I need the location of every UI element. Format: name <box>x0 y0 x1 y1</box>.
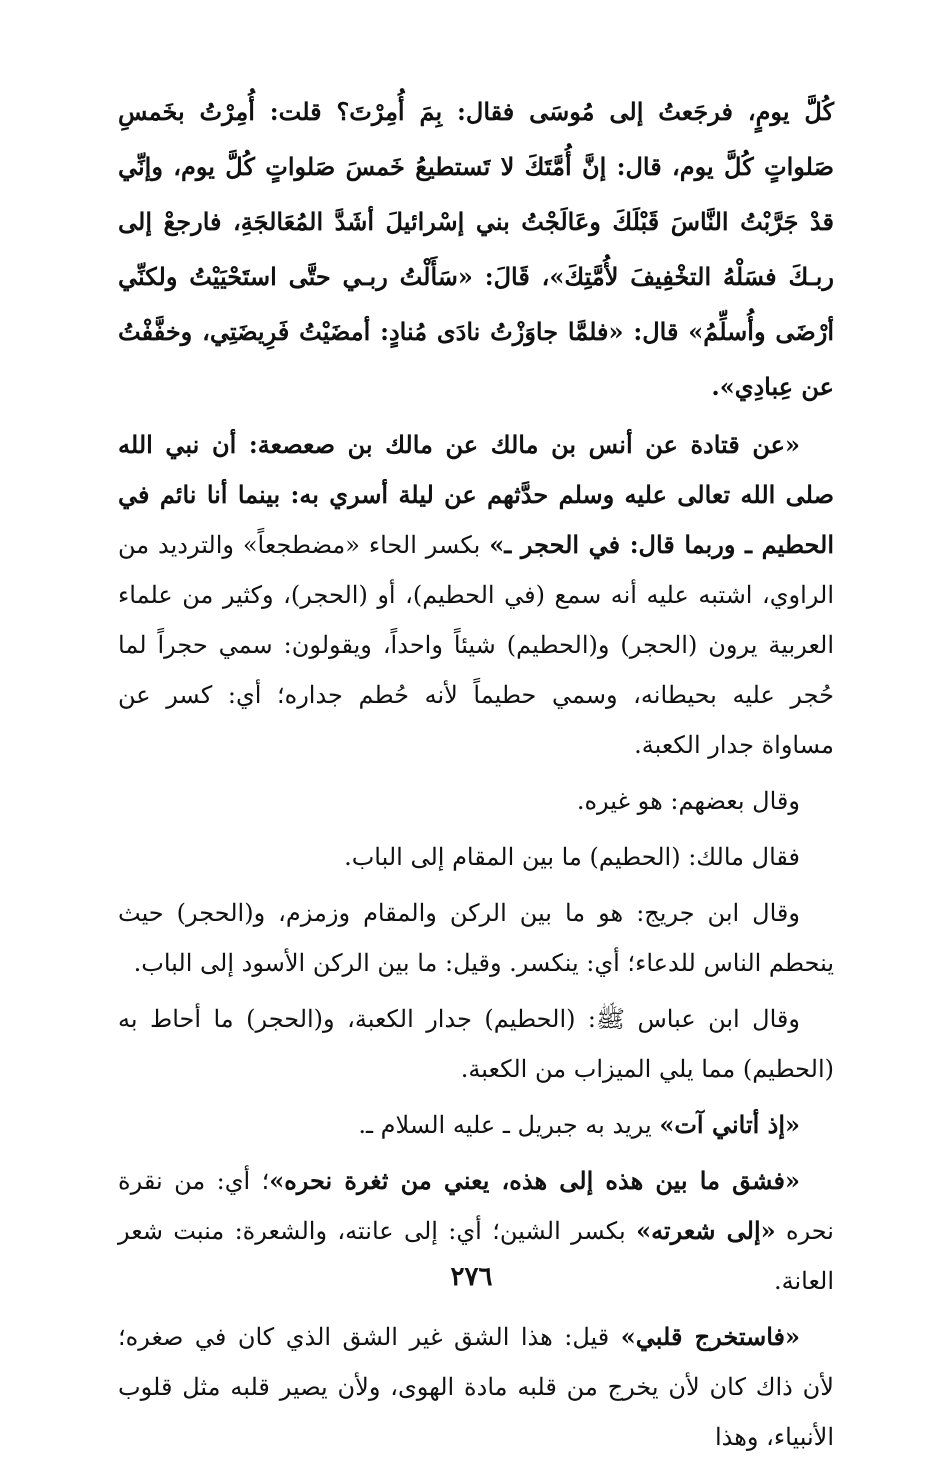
commentary-paragraph <box>118 776 834 826</box>
page-number: ٢٧٦ <box>450 1262 493 1292</box>
commentary-paragraph <box>118 888 834 988</box>
commentary-text: يريد به جبريل ـ عليه السلام ـ. <box>358 1111 660 1139</box>
commentary-text: وقال ابن جريج: هو ما بين الركن والمقام وزمزم، و(الحجر) حيث ينحطم الناس للدعاء؛ أي: ينكسر. وقيل: ما بين الركن الأسود إلى الباب. <box>118 899 834 977</box>
commentary-text: بكسر الحاء «مضطجعاً» والترديد من الراوي، اشتبه عليه أنه سمع (في الحطيم)، أو (الحجر)، وكثير من علماء العربية يرون (الحجر) و(الحطيم) شيئاً واحداً، ويقولون: سمي حجراً لما حُجر عليه بحيطانه، وسمي حطيماً لأنه حُطم جداره؛ أي: كسر عن مساواة جدار الكعبة. <box>118 531 834 759</box>
quoted-hadith-text: «فشق ما بين هذه إلى هذه، يعني من ثغرة نحره» <box>269 1166 800 1195</box>
commentary-text: فقال مالك: (الحطيم) ما بين المقام إلى الباب. <box>344 843 800 871</box>
commentary-paragraph <box>118 420 834 770</box>
commentary-paragraph <box>118 832 834 882</box>
commentary-text: ؛ أي: من نقرة نحره <box>118 1167 834 1245</box>
hadith-text-paragraph <box>118 84 834 414</box>
commentary-text: وقال بعضهم: هو غيره. <box>576 787 800 815</box>
quoted-hadith-text: «إذ أتاني آت» <box>659 1110 800 1139</box>
quoted-hadith-text: «فاستخرج قلبي» <box>620 1322 800 1351</box>
commentary-paragraph <box>118 994 834 1094</box>
commentary-text: قيل: هذا الشق غير الشق الذي كان في صغره؛ لأن ذاك كان لأن يخرج من قلبه مادة الهوى، ولأن يصير قلبه مثل قلوب الأنبياء، وهذا <box>118 1323 834 1451</box>
page-body <box>118 84 834 1462</box>
commentary-text: وقال ابن عباس ﷺ: (الحطيم) جدار الكعبة، و(الحجر) ما أحاط به (الحطيم) مما يلي الميزاب من الكعبة. <box>118 1005 834 1083</box>
quoted-hadith-text: «إلى شعرته» <box>636 1216 776 1245</box>
quoted-hadith-text: كُلَّ يومٍ، فرجَعتُ إلى مُوسَى فقال: بِمَ أُمِرْتَ؟ قلت: أُمِرْتُ بخَمسِ صَلواتٍ كُلَّ يوم، قال: إنَّ أُمَّتَكَ لا تَستطيعُ خَمسَ صَلواتٍ كُلَّ يوم، وإنِّي قدْ جَرَّبْتُ النَّاسَ قَبْلَكَ وعَالَجْتُ بني إسْرائيلَ أشَدَّ المُعَالجَةِ، فارجعْ إلى ربـكَ فسَلْهُ التخْفِيفَ لأُمَّتِكَ»، قَالَ: «سَأَلْتُ ربـي حتَّى استَحْيَيْتُ ولكنِّي أرْضَى وأُسلِّمُ» قال: «فلمَّا جاوَزْتُ نادَى مُنادٍ: أمضَيْتُ فَرِيضَتِي، وخفَّفْتُ عن عِبادِي». <box>118 97 834 401</box>
commentary-paragraph <box>118 1312 834 1462</box>
commentary-paragraph <box>118 1100 834 1150</box>
quoted-hadith-text: «عن قتادة عن أنس بن مالك عن مالك بن صعصعة: أن نبي الله صلى الله تعالى عليه وسلم حدَّثهم عن ليلة أسري به: بينما أنا نائم في الحطيم ـ وربما قال: في الحجر ـ» <box>118 430 834 559</box>
commentary-text: بكسر الشين؛ أي: إلى عانته، والشعرة: منبت شعر العانة. <box>118 1217 834 1295</box>
